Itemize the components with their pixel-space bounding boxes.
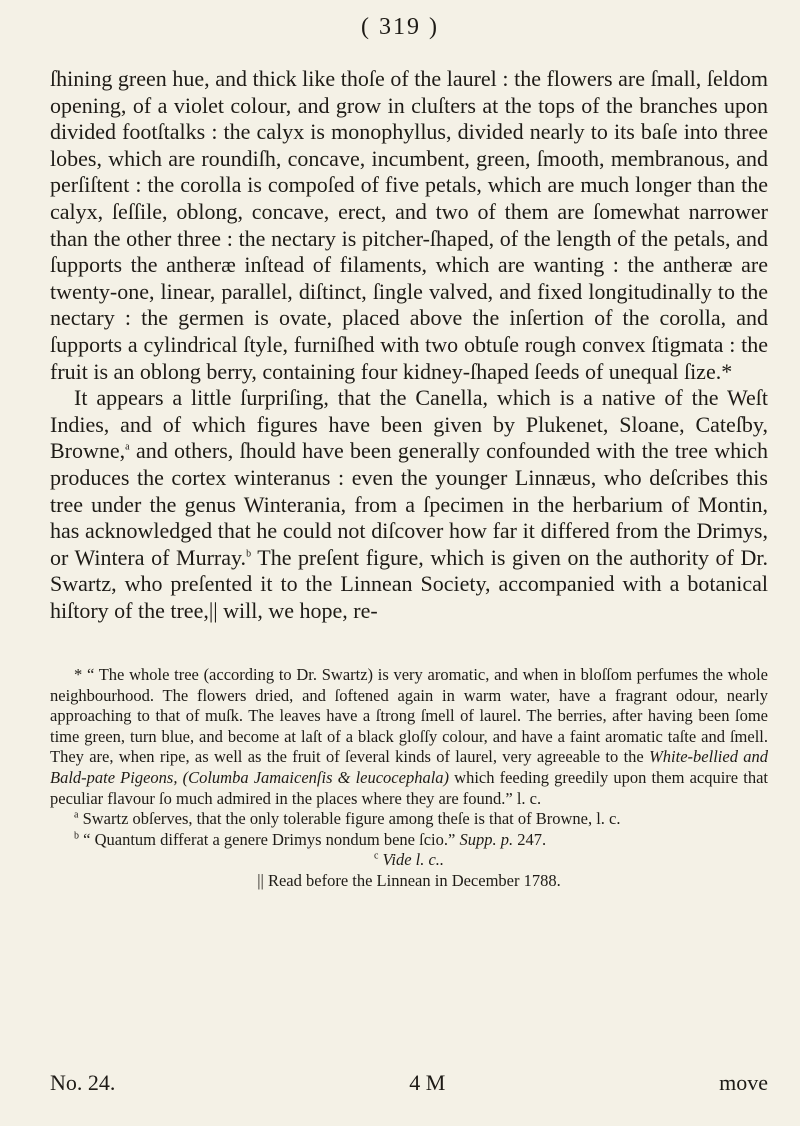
footnote-text: Swartz obſerves, that the only tolerable figure among theſe is that of Browne, l. c. bbox=[78, 809, 621, 829]
paragraph-text: and others, ſhould have been generally confounded with the tree which produces the cortex winteranus : even the younger Linnæus, who deſcribes this tree under the genus Winterania, from a ſpecimen in the herbarium of Montin, has acknowledged that he could not diſcover how far it differed from the Drimys, or Wintera of Murray. bbox=[50, 438, 768, 570]
footnote-marker: b bbox=[74, 830, 79, 842]
body-paragraph bbox=[50, 66, 768, 385]
page-number: ( 319 ) bbox=[361, 14, 439, 40]
footnote-marker: b bbox=[246, 548, 252, 560]
footnote-text: 247. bbox=[513, 829, 547, 849]
footnote-italic-text: White-bellied and Bald-pate Pigeons, (Columba Jamaicenſis & leucocephala) bbox=[50, 747, 769, 787]
footnote-star bbox=[50, 665, 768, 809]
footnote-c bbox=[50, 850, 768, 871]
footnote-italic-text: Vide l. c.. bbox=[378, 850, 445, 870]
footnotes bbox=[50, 665, 768, 892]
body-paragraph bbox=[50, 385, 768, 624]
paragraph-text: It appears a little ſurpriſing, that the Canella, which is a native of the Weſt Indies, and of which figures have been given by Plukenet, Sloane, Cateſby, Browne, bbox=[50, 385, 768, 464]
footnote-marker: a bbox=[125, 441, 130, 453]
footnote-marker: c bbox=[373, 850, 379, 862]
footnote-text: “ Quantum differat a genere Drimys nondum bene ſcio.” bbox=[79, 829, 460, 849]
signature-mark: 4 M bbox=[409, 1070, 446, 1095]
issue-number: No. 24. bbox=[50, 1070, 116, 1095]
footnote-text: * “ The whole tree (according to Dr. Swartz) is very aromatic, and when in bloſſom perfumes the whole neighbourhood. The flowers dried, and ſoftened again in warm water, have a fragrant odour, nearly approaching to that of muſk. The leaves have a ſtrong ſmell of laurel. The berries, after having been ſome time green, turn blue, and become at laſt of a black gloſſy colour, and have a faint aromatic taſte and ſmell. They are, when ripe, as well as the fruit of ſeveral kinds of laurel, very agreeable to the bbox=[50, 665, 768, 767]
footnote-text: || Read before the Linnean in December 1788. bbox=[257, 870, 561, 890]
page-footer bbox=[50, 1070, 768, 1096]
footnote-a bbox=[50, 809, 768, 830]
paragraph-text: The preſent figure, which is given on the authority of Dr. Swartz, who preſented it to the Linnean Society, accompanied with a botanical hiſtory of the tree,|| will, we hope, re- bbox=[50, 544, 768, 623]
footnote-text: which feeding greedily upon them acquire that peculiar flavour ſo much admired in the places where they are found.” l. c. bbox=[50, 767, 768, 808]
paragraph-text: ſhining green hue, and thick like thoſe of the laurel : the flowers are ſmall, ſeldom opening, of a violet colour, and grow in cluſters at the tops of the branches upon divided footſtalks : the calyx is monophyllus, divided nearly to its baſe into three lobes, which are roundiſh, concave, incumbent, green, ſmooth, membranous, and perſiſtent : the corolla is compoſed of five petals, which are much longer than the calyx, ſeſſile, oblong, concave, erect, and two of them are ſomewhat narrower than the other three : the nectary is pitcher-ſhaped, of the length of the petals, and ſupports the antheræ inſtead of filaments, which are wanting : the antheræ are twenty-one, linear, parallel, diſtinct, ſingle valved, and fixed longitudinally to the nectary : the germen is ovate, placed above the inſertion of the corolla, and ſupports a cylindrical ſtyle, furniſhed with two obtuſe rough convex ſtigmata : the fruit is an oblong berry, containing four kidney-ſhaped ſeeds of unequal ſize.* bbox=[50, 66, 768, 384]
footnote-italic-text: Supp. p. bbox=[459, 829, 514, 849]
footnote-b bbox=[50, 830, 768, 851]
footnote-dagger bbox=[50, 871, 768, 892]
footnote-marker: a bbox=[74, 809, 79, 821]
catchword: move bbox=[719, 1070, 768, 1095]
main-text bbox=[50, 66, 768, 624]
